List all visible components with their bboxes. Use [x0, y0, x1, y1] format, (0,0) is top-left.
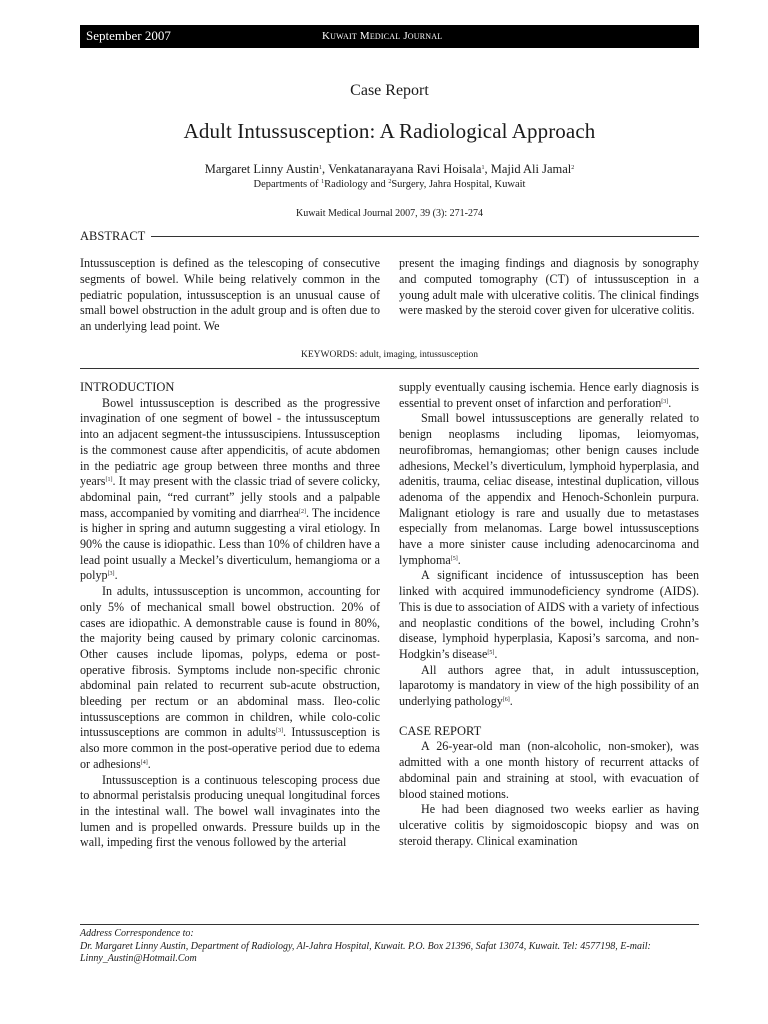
paragraph-text: Bowel intussusception is described as the progressive invagination of one segment of bowel - the intussusceptum into an adjacent segment-the intussuscipiens. Intussusception is the commonest cause after appendicitis, of acute abdomen in the pediatric age group between three months and three years: [80, 395, 380, 489]
abstract-heading: ABSTRACT: [80, 229, 151, 244]
paragraph-text: .: [668, 395, 672, 410]
abstract-paragraph: present the imaging findings and diagnosis by sonography and computed tomography (CT) of intussusception in a young adult male with ulcerative colitis. The clinical findings were masked by the steroid cover given for ulcerative colitis.: [399, 256, 699, 318]
correspondence-label: Address Correspondence to:: [80, 928, 194, 939]
body-paragraph: He had been diagnosed two weeks earlier as having ulcerative colitis by sigmoidoscopic biopsy and was on steroid therapy. Clinical examination: [399, 802, 699, 848]
affiliation-mark: 1: [321, 179, 325, 185]
author-name: Majid Ali Jamal: [490, 162, 572, 176]
paragraph-text: .: [457, 552, 461, 567]
affiliation-mark: 2: [388, 179, 392, 185]
keywords: KEYWORDS: adult, imaging, intussusception: [300, 350, 479, 360]
body-paragraph: [399, 663, 699, 710]
author-list: Margaret Linny Austin$^1$, Venkatanarayana Ravi Hoisala$^1$, Majid Ali Jamal$^2$: [204, 162, 575, 176]
citation-ref: [1]: [105, 477, 113, 484]
correspondence-footnote: [80, 928, 699, 966]
body-paragraph: [399, 568, 699, 662]
citation-ref: [3]: [276, 728, 283, 735]
affiliations: [80, 179, 699, 190]
body-paragraph: [399, 380, 699, 411]
citation-ref: [4]: [140, 759, 148, 766]
paragraph-text: Small bowel intussusceptions are generally related to benign neoplasms including lipomas, leiomyomas, neurofibromas, hemangiomas; other benign causes include adhesions, Meckel’s diverticulum, lymphoid hyperplasia, and adenitis, trauma, celiac disease, intestinal duplication, villous adenoma of the appendix and Henoch-Schonlein purpura. Malignant etiology is rare and usually due to metastases especially from melanomas. Large bowel intussusceptions have a more sinister cause including adenocarcinoma and lymphoma: [399, 411, 699, 567]
author-name: Venkatanarayana Ravi Hoisala: [328, 162, 482, 176]
citation-ref: [5]: [450, 555, 458, 562]
journal-name: Kuwait Medical Journal: [322, 30, 443, 42]
body-column-right: [399, 380, 699, 849]
abstract-rule: [80, 236, 699, 237]
citation-ref: [3]: [107, 571, 115, 578]
abstract-text-left: [80, 256, 380, 335]
paragraph-text: . The incidence is higher in spring and autumn suggesting a viral etiology. In 90% the cause is idiopathic. Less than 10% of children have a lead point usually a Meckel’s diverticulum, hemangioma or a polyp: [80, 505, 380, 583]
footnote-rule: [80, 924, 699, 925]
paragraph-text: supply eventually causing ischemia. Hence early diagnosis is essential to prevent onset of infarction and perforation: [399, 380, 699, 410]
author-affiliation-mark: 1: [319, 165, 323, 171]
citation-ref: [3]: [661, 398, 669, 405]
abstract-text-right: [399, 256, 699, 319]
author-affiliation-mark: 2: [571, 165, 575, 171]
article-title: Adult Intussusception: A Radiological Approach: [183, 119, 596, 143]
body-paragraph: [399, 411, 699, 568]
body-paragraph: [80, 396, 380, 584]
paragraph-text: .: [494, 646, 498, 661]
affiliation-dept: Surgery, Jahra Hospital, Kuwait: [391, 179, 526, 190]
paragraph-text: .: [509, 694, 513, 709]
section-gap: [399, 710, 699, 724]
paragraph-text: . Intussusception is also more common in the post-operative period due to edema or adhesions: [80, 725, 380, 771]
paragraph-text: .: [147, 756, 151, 771]
section-heading-case-report: CASE REPORT: [399, 723, 482, 738]
paragraph-text: .: [114, 568, 118, 583]
issue-date: September 2007: [86, 28, 171, 43]
article-type: Case Report: [350, 82, 429, 99]
citation-ref: [6]: [502, 697, 510, 704]
paragraph-text: . It may present with the classic triad of severe colicky, abdominal pain, “red currant” jelly stools and a palpable mass, accompanied by vomiting and diarrhea: [80, 474, 380, 520]
paragraph-text: In adults, intussusception is uncommon, accounting for only 5% of mechanical small bowel obstruction. 20% of cases are idiopathic. A demonstrable cause is found in 80%, the majority being caused by primary colonic carcinomas. Other causes include lipomas, polyps, edema or post-operative fibrosis. Symptoms include non-specific chronic abdominal pain related to recurrent sub-acute obstruction, bleeding per rectum or an abdominal mass. Ileo-colic intussusceptions are common in children, while colo-colic intussusceptions are common in adults: [80, 584, 380, 740]
correspondence-text: Dr. Margaret Linny Austin, Department of Radiology, Al-Jahra Hospital, Kuwait. P.O. Box 21396, Safat 13074, Kuwait. Tel: 4577198, E-mail: Linny_Austin@Hotmail.Com: [80, 940, 651, 965]
citation-ref: [2]: [299, 508, 306, 515]
paragraph-text: A significant incidence of intussusception has been linked with acquired immunodeficiency syndrome (AIDS). This is due to association of AIDS with a variety of infectious and neoplastic conditions of the bowel, including Crohn’s disease, lymphoid hyperplasia, Kaposi’s sarcoma, and non-Hodgkin’s disease: [399, 568, 699, 661]
body-paragraph: Intussusception is a continuous telescoping process due to abnormal peristalsis producing unequal longitudinal forces in the intestinal wall. The bowel wall invaginates into the lumen and is propelled onwards. Pressure builds up in the wall, impeding first the venous followed by the arterial: [80, 772, 380, 850]
paragraph-text: All authors agree that, in adult intussusception, laparotomy is mandatory in view of the high possibility of an underlying pathology: [399, 662, 699, 709]
body-paragraph: [80, 584, 380, 772]
citation-line: Kuwait Medical Journal 2007, 39 (3): 271-274: [296, 208, 483, 219]
keywords-rule: [80, 368, 699, 369]
running-header: [80, 25, 699, 48]
affiliation-dept: Radiology and: [324, 179, 389, 190]
body-paragraph: A 26-year-old man (non-alcoholic, non-smoker), was admitted with a one month history of recurrent attacks of abdominal pain and straining at stool, with evacuation of blood stained motions.: [399, 739, 699, 801]
affiliation-prefix: Departments of: [253, 179, 322, 190]
body-column-left: [80, 380, 380, 851]
abstract-paragraph: Intussusception is defined as the telescoping of consecutive segments of bowel. While being relatively common in the pediatric population, intussusception is an unusual cause of small bowel obstruction in the adult group and is often due to an underlying lead point. We: [80, 256, 380, 334]
citation-ref: [5]: [487, 649, 495, 656]
author-name: Margaret Linny Austin: [204, 162, 320, 176]
section-heading-introduction: INTRODUCTION: [80, 380, 175, 394]
author-affiliation-mark: 1: [481, 165, 485, 171]
